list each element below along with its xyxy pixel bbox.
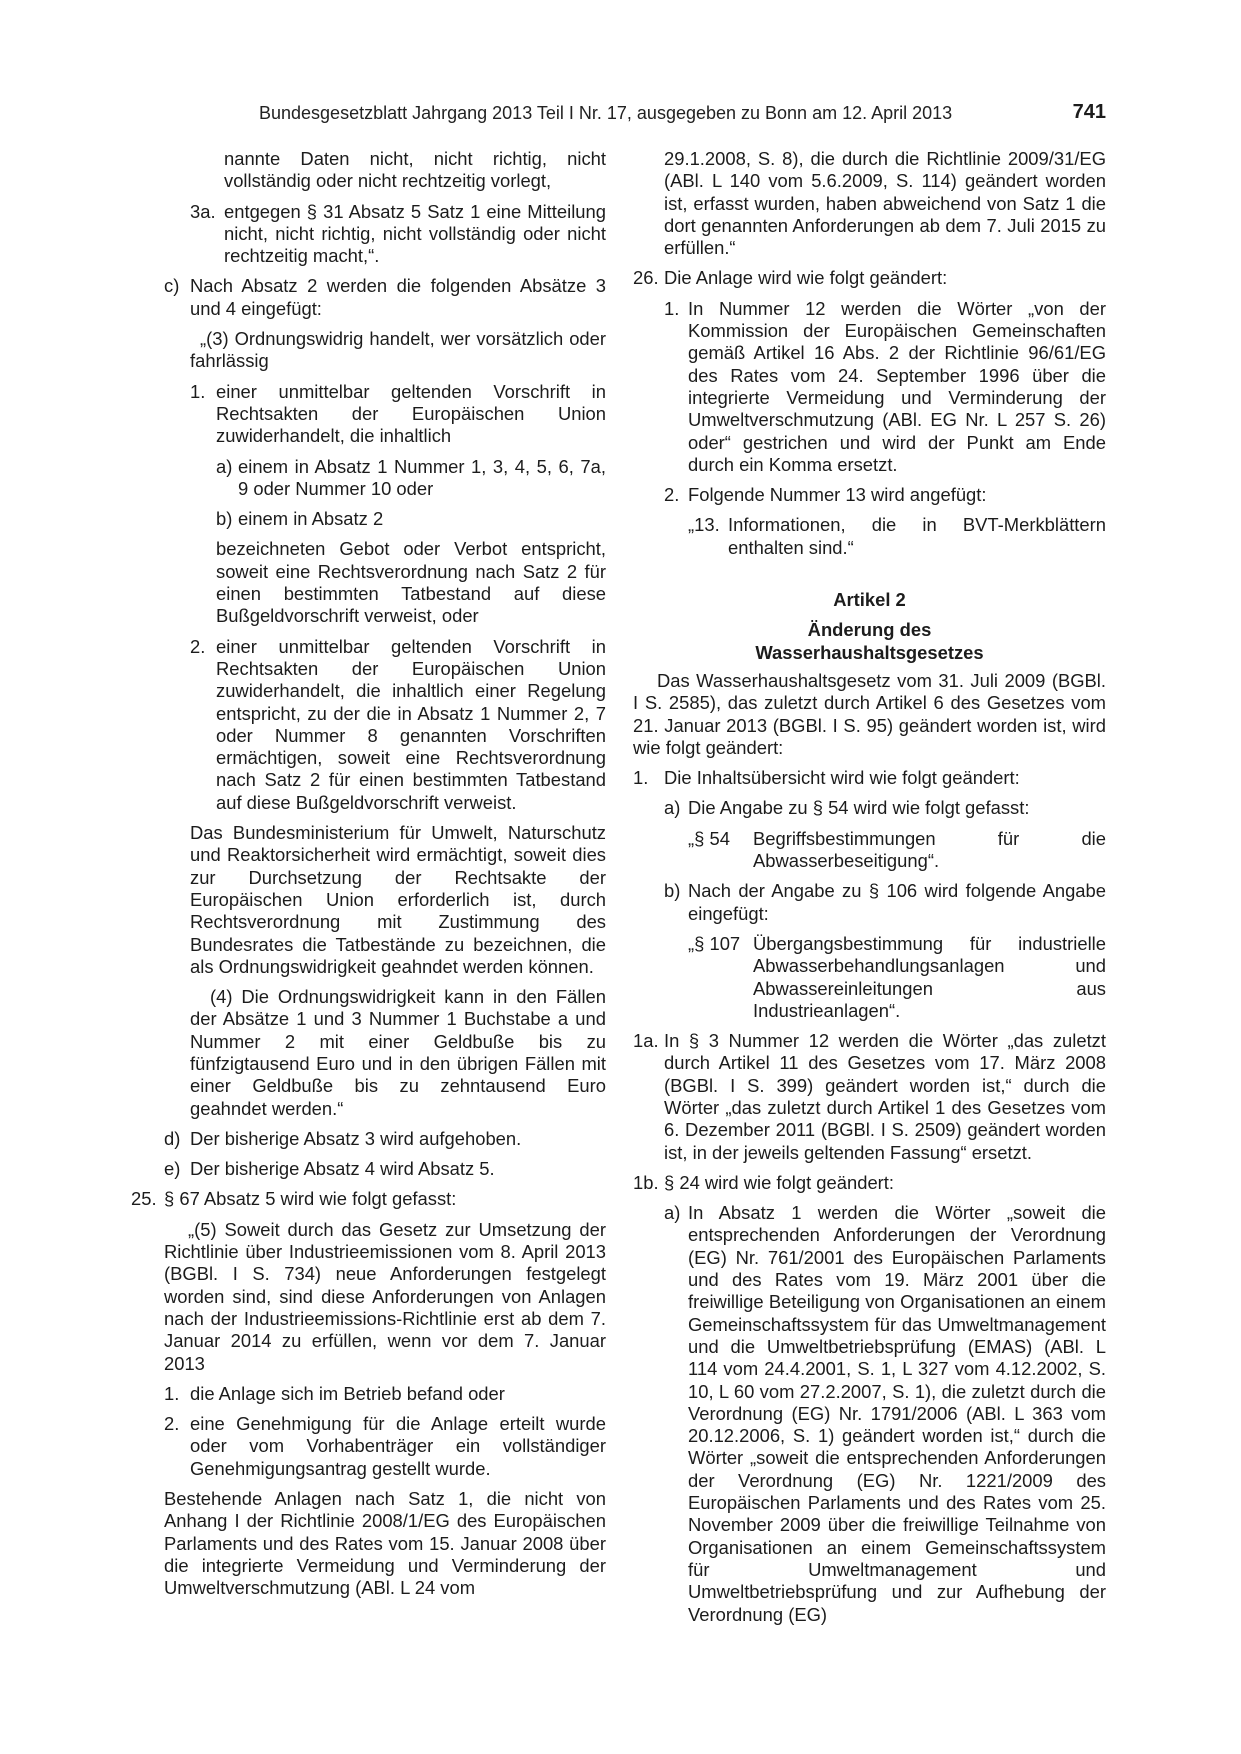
paragraph-bestehende: Bestehende Anlagen nach Satz 1, die nicht von Anhang I der Richtlinie 2008/1/EG des Europäischen Parlaments und des Rates vom 15. Januar 2008 über die integrierte Vermeidung und Verminderung der Umweltverschmutzung (ABl. L 24 vom bbox=[164, 1488, 606, 1599]
list-label: 2. bbox=[164, 1413, 180, 1435]
list-label: a) bbox=[664, 1202, 681, 1224]
list-item-c bbox=[128, 275, 606, 320]
list-label: 1b. bbox=[633, 1171, 659, 1193]
list-label: d) bbox=[164, 1127, 181, 1149]
list-item-13 bbox=[633, 514, 1106, 559]
paragraph-abs3-intro: „(3) Ordnungswidrig handelt, wer vorsätzlich oder fahrlässig bbox=[190, 328, 606, 372]
list-item-1a bbox=[128, 456, 606, 501]
list-text: Übergangsbestimmung für industrielle Abwasserbehandlungsanlagen und Abwassereinleitungen aus Industrieanlagen“. bbox=[753, 932, 1106, 1021]
list-text: eine Genehmigung für die Anlage erteilt wurde oder vom Vorhabenträger ein vollständiger Genehmigungsantrag gestellt wurde. bbox=[190, 1413, 606, 1479]
list-label: b) bbox=[216, 508, 233, 530]
list-label: a) bbox=[216, 455, 233, 477]
list-text: In § 3 Nummer 12 werden die Wörter „das zuletzt durch Artikel 11 des Gesetzes vom 17. März 2008 (BGBl. I S. 399) geändert worden ist,“ durch die Wörter „das zuletzt durch Artikel 1 des Gesetzes vom 6. Dezember 2011 (BGBl. I S. 2509) geändert worden ist, in der jeweils geltenden Fassung“ ersetzt. bbox=[664, 1030, 1106, 1163]
list-label: 1. bbox=[664, 297, 680, 319]
list-label: 1. bbox=[190, 380, 206, 402]
list-item-26 bbox=[633, 267, 1106, 289]
continued-text: nannte Daten nicht, nicht richtig, nicht vollständig oder nicht rechtzeitig vorlegt, bbox=[224, 148, 606, 192]
list-item-1a bbox=[633, 1030, 1106, 1164]
list-text: In Nummer 12 werden die Wörter „von der Kommission der Europäischen Gemeinschaften gemäß Artikel 16 Abs. 2 der Richtlinie 96/61/EG des Rates vom 24. September 1996 über die integrierte Vermeidung und Verminderung der Umweltverschmutzung (ABl. EG Nr. L 257 S. 26) oder“ gestrichen und wird der Punkt am Ende durch ein Komma ersetzt. bbox=[688, 297, 1106, 475]
list-label: „§ 107 bbox=[688, 932, 741, 954]
list-item-2 bbox=[128, 636, 606, 814]
list-label: „§ 54 bbox=[688, 827, 730, 849]
list-item-1 bbox=[128, 381, 606, 448]
entry-paragraph-107 bbox=[633, 933, 1106, 1022]
list-text: § 67 Absatz 5 wird wie folgt gefasst: bbox=[164, 1188, 457, 1210]
list-item-26-1 bbox=[633, 298, 1106, 476]
list-item-1b bbox=[128, 508, 606, 530]
page-header bbox=[259, 100, 1106, 126]
continued-text: 29.1.2008, S. 8), die durch die Richtlinie 2009/31/EG (ABl. L 140 vom 5.6.2009, S. 114) geändert worden ist, erfasst wurden, haben abweichend von Satz 1 die dort genannten Anforderungen ab dem 7. Juli 2015 zu erfüllen.“ bbox=[664, 148, 1106, 259]
list-text: Nach Absatz 2 werden die folgenden Absätze 3 und 4 eingefügt: bbox=[190, 275, 606, 319]
list-item-r1a bbox=[633, 797, 1106, 819]
list-label: 2. bbox=[190, 635, 206, 657]
list-label: 25. bbox=[131, 1188, 157, 1210]
list-text: Informationen, die in BVT-Merkblättern enthalten sind.“ bbox=[728, 514, 1106, 558]
left-column bbox=[128, 148, 606, 1600]
header-title: Bundesgesetzblatt Jahrgang 2013 Teil I Nr. 17, ausgegeben zu Bonn am 12. April 2013 bbox=[259, 103, 953, 123]
list-text: In Absatz 1 werden die Wörter „soweit die entsprechenden Anforderungen der Verordnung (EG) Nr. 761/2001 des Europäischen Parlaments und des Rates vom 19. März 2001 über die freiwillige Beteiligung von Organisationen an einem Gemeinschaftssystem für das Umweltmanagement und die Umweltbetriebsprüfung (EMAS) (ABl. L 114 vom 24.4.2001, S. 1, L 327 vom 4.12.2002, S. 10, L 60 vom 27.2.2007, S. 1), die zuletzt durch die Verordnung (EG) Nr. 1791/2006 (ABl. L 363 vom 20.12.2006, S. 1) geändert worden ist,“ durch die Wörter „soweit die entsprechenden Anforderungen der Verordnung (EG) Nr. 1221/2009 des Europäischen Parlaments und des Rates vom 25. November 2009 über die freiwillige Teilnahme von Organisationen an einem Gemeinschaftssystem für Umweltmanagement und Umweltbetriebsprüfung und zur Aufhebung der Verordnung (EG) bbox=[688, 1202, 1106, 1625]
list-label: b) bbox=[664, 880, 681, 902]
article-heading: Artikel 2 bbox=[833, 589, 906, 611]
page-number: 741 bbox=[1072, 101, 1106, 123]
article-title-line-2: Wasserhaushaltsgesetzes bbox=[755, 641, 984, 663]
paragraph-abs5: „(5) Soweit durch das Gesetz zur Umsetzung der Richtlinie über Industrieemissionen vom 8. April 2013 (BGBl. I S. 734) neue Anforderungen festgelegt worden sind, sind diese Anforderungen von Anlagen nach der Industrieemissions-Richtlinie erst ab dem 7. Januar 2014 zu erfüllen, wenn vor dem 7. Januar 2013 bbox=[164, 1218, 606, 1374]
list-text: Nach der Angabe zu § 106 wird folgende Angabe eingefügt: bbox=[688, 880, 1106, 924]
list-label: 3a. bbox=[190, 200, 216, 222]
list-text: Begriffsbestimmungen für die Abwasserbeseitigung“. bbox=[753, 827, 1106, 872]
list-text: Die Angabe zu § 54 wird wie folgt gefasst: bbox=[688, 797, 1030, 819]
list-item-r1b bbox=[633, 880, 1106, 925]
list-item-25-1 bbox=[128, 1383, 606, 1405]
list-label: 1a. bbox=[633, 1030, 659, 1052]
list-text: einer unmittelbar geltenden Vorschrift in Rechtsakten der Europäischen Union zuwiderhandelt, die inhaltlich bbox=[216, 380, 606, 447]
paragraph-item1-continued: bezeichneten Gebot oder Verbot entspricht, soweit eine Rechtsverordnung nach Satz 2 für einen bestimmten Tatbestand auf diese Bußgeldvorschrift verweist, oder bbox=[216, 538, 606, 627]
paragraph-intro: Das Wasserhaushaltsgesetz vom 31. Juli 2009 (BGBl. I S. 2585), das zuletzt durch Artikel 6 des Gesetzes vom 21. Januar 2013 (BGBl. I S. 95) geändert worden ist, wird wie folgt geändert: bbox=[633, 669, 1106, 758]
list-label: a) bbox=[664, 797, 681, 819]
list-item-3a bbox=[128, 201, 606, 268]
paragraph-ministry: Das Bundesministerium für Umwelt, Naturschutz und Reaktorsicherheit wird ermächtigt, soweit dies zur Durchsetzung der Rechtsakte der Europäischen Union erforderlich ist, durch Rechtsverordnung mit Zustimmung des Bundesrates die Tatbestände zu bezeichnen, die als Ordnungswidrigkeit geahndet werden können. bbox=[190, 822, 606, 977]
list-item-r1 bbox=[633, 767, 1106, 789]
list-text: Die Inhaltsübersicht wird wie folgt geändert: bbox=[664, 767, 1020, 789]
list-text: § 24 wird wie folgt geändert: bbox=[664, 1171, 895, 1193]
list-text: einem in Absatz 1 Nummer 1, 3, 4, 5, 6, 7a, 9 oder Nummer 10 oder bbox=[238, 455, 606, 499]
list-item-1b bbox=[633, 1172, 1106, 1194]
list-text: einer unmittelbar geltenden Vorschrift in Rechtsakten der Europäischen Union zuwiderhandelt, die inhaltlich einer Regelung entspricht, zu der die in Absatz 1 Nummer 2, 7 oder Nummer 8 genannten Vorschriften ermächtigen, soweit eine Rechtsverordnung nach Satz 2 für einen bestimmten Tatbestand auf diese Bußgeldvorschrift verweist. bbox=[216, 635, 606, 813]
list-text: entgegen § 31 Absatz 5 Satz 1 eine Mitteilung nicht, nicht richtig, nicht vollständig oder nicht rechtzeitig macht,“. bbox=[224, 200, 606, 267]
list-label: „13. bbox=[688, 514, 720, 536]
list-label: 2. bbox=[664, 484, 680, 506]
list-text: Der bisherige Absatz 4 wird Absatz 5. bbox=[190, 1158, 495, 1180]
list-item-e bbox=[128, 1158, 606, 1180]
list-text: Der bisherige Absatz 3 wird aufgehoben. bbox=[190, 1127, 522, 1149]
list-item-26-2 bbox=[633, 484, 1106, 506]
list-label: c) bbox=[164, 275, 180, 297]
list-label: e) bbox=[164, 1158, 181, 1180]
list-item-25 bbox=[128, 1188, 606, 1210]
right-column bbox=[633, 148, 1106, 1626]
list-item-1b-a bbox=[633, 1202, 1106, 1626]
list-label: 26. bbox=[633, 267, 659, 289]
list-text: einem in Absatz 2 bbox=[238, 508, 384, 530]
list-text: die Anlage sich im Betrieb befand oder bbox=[190, 1382, 505, 1404]
list-item-25-2 bbox=[128, 1413, 606, 1480]
list-item-d bbox=[128, 1128, 606, 1150]
paragraph-abs4: (4) Die Ordnungswidrigkeit kann in den Fällen der Absätze 1 und 3 Nummer 1 Buchstabe a und Nummer 2 mit einer Geldbuße bis zu fünfzigtausend Euro und in den übrigen Fällen mit einer Geldbuße bis zu zehntausend Euro geahndet werden.“ bbox=[190, 986, 606, 1119]
article-title-line-1: Änderung des bbox=[807, 619, 932, 641]
entry-paragraph-54 bbox=[633, 828, 1106, 873]
list-label: 1. bbox=[164, 1382, 180, 1404]
list-label: 1. bbox=[633, 767, 649, 789]
list-text: Folgende Nummer 13 wird angefügt: bbox=[688, 484, 987, 506]
list-text: Die Anlage wird wie folgt geändert: bbox=[664, 267, 948, 289]
